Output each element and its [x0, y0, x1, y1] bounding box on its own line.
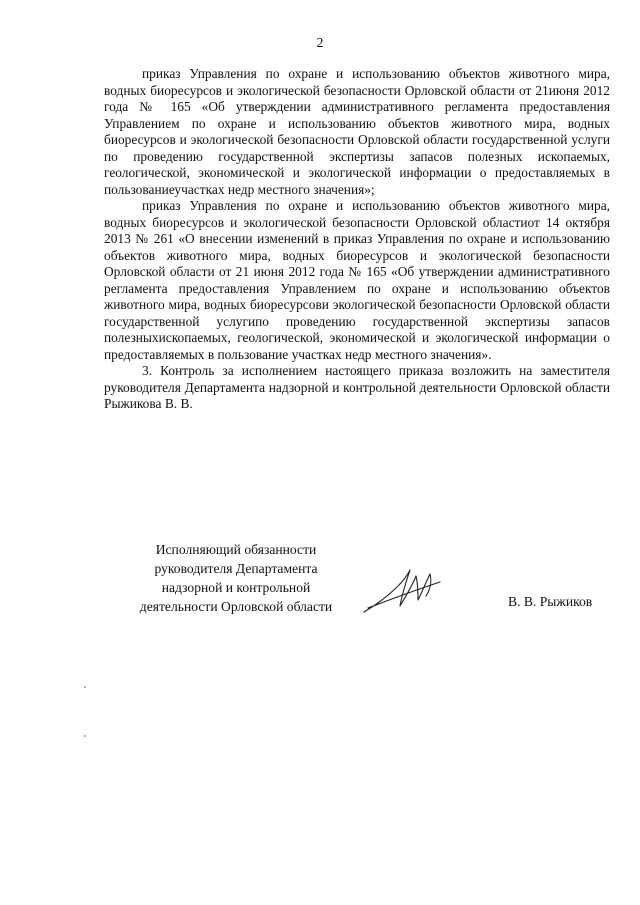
position-line: надзорной и контрольной [161, 580, 311, 595]
signatory-name: В. В. Рыжиков [508, 594, 593, 609]
position-line: Исполняющий обязанности [155, 542, 317, 557]
signatory-position [136, 540, 336, 616]
paragraph-control-clause: 3. Контроль за исполнением настоящего приказа возложить на заместителя руководителя Департамента надзорной и контрольной деятельности Орловской области Рыжикова В. В. [104, 363, 610, 411]
handwritten-signature [360, 562, 450, 622]
position-line: руководителя Департамента [154, 561, 318, 576]
paragraph-order-261: приказ Управления по охране и использованию объектов животного мира, водных биоресурсов и экологической безопасности Орловской областиот 14 октября 2013 № 261 «О внесении изменений в приказ Управления по охране и использованию объектов животного мира, водных биоресурсов и экологической безопасности Орловской области от 21 июня 2012 года № 165 «Об утверждении административного регламента предоставления Управлением по охране и использованию объектов животного мира, водных биоресурсови экологической безопасности Орловской области государственной услугипо проведению государственной экспертизы запасов полезныхископаемых, геологической, экономической и экологической информации о предоставляемых в пользование участках недр местного значения». [104, 198, 610, 362]
paragraph-order-165: приказ Управления по охране и использованию объектов животного мира, водных биоресурсов и экологической безопасности Орловской области от 21июня 2012 года № 165 «Об утверждении административного регламента предоставления Управлением по охране и использованию объектов животного мира, водных биоресурсов и экологической безопасности Орловской области государственной услуги по проведению государственной экспертизы запасов полезных ископаемых, геологической, экономической и экологической информации о предоставляемых в пользованиеучастках недр местного значения»; [104, 66, 610, 197]
page-number: 2 [316, 36, 324, 51]
scan-speck [84, 735, 86, 737]
scan-speck [84, 686, 86, 688]
document-body [104, 66, 610, 413]
position-line: деятельности Орловской области [139, 599, 333, 614]
